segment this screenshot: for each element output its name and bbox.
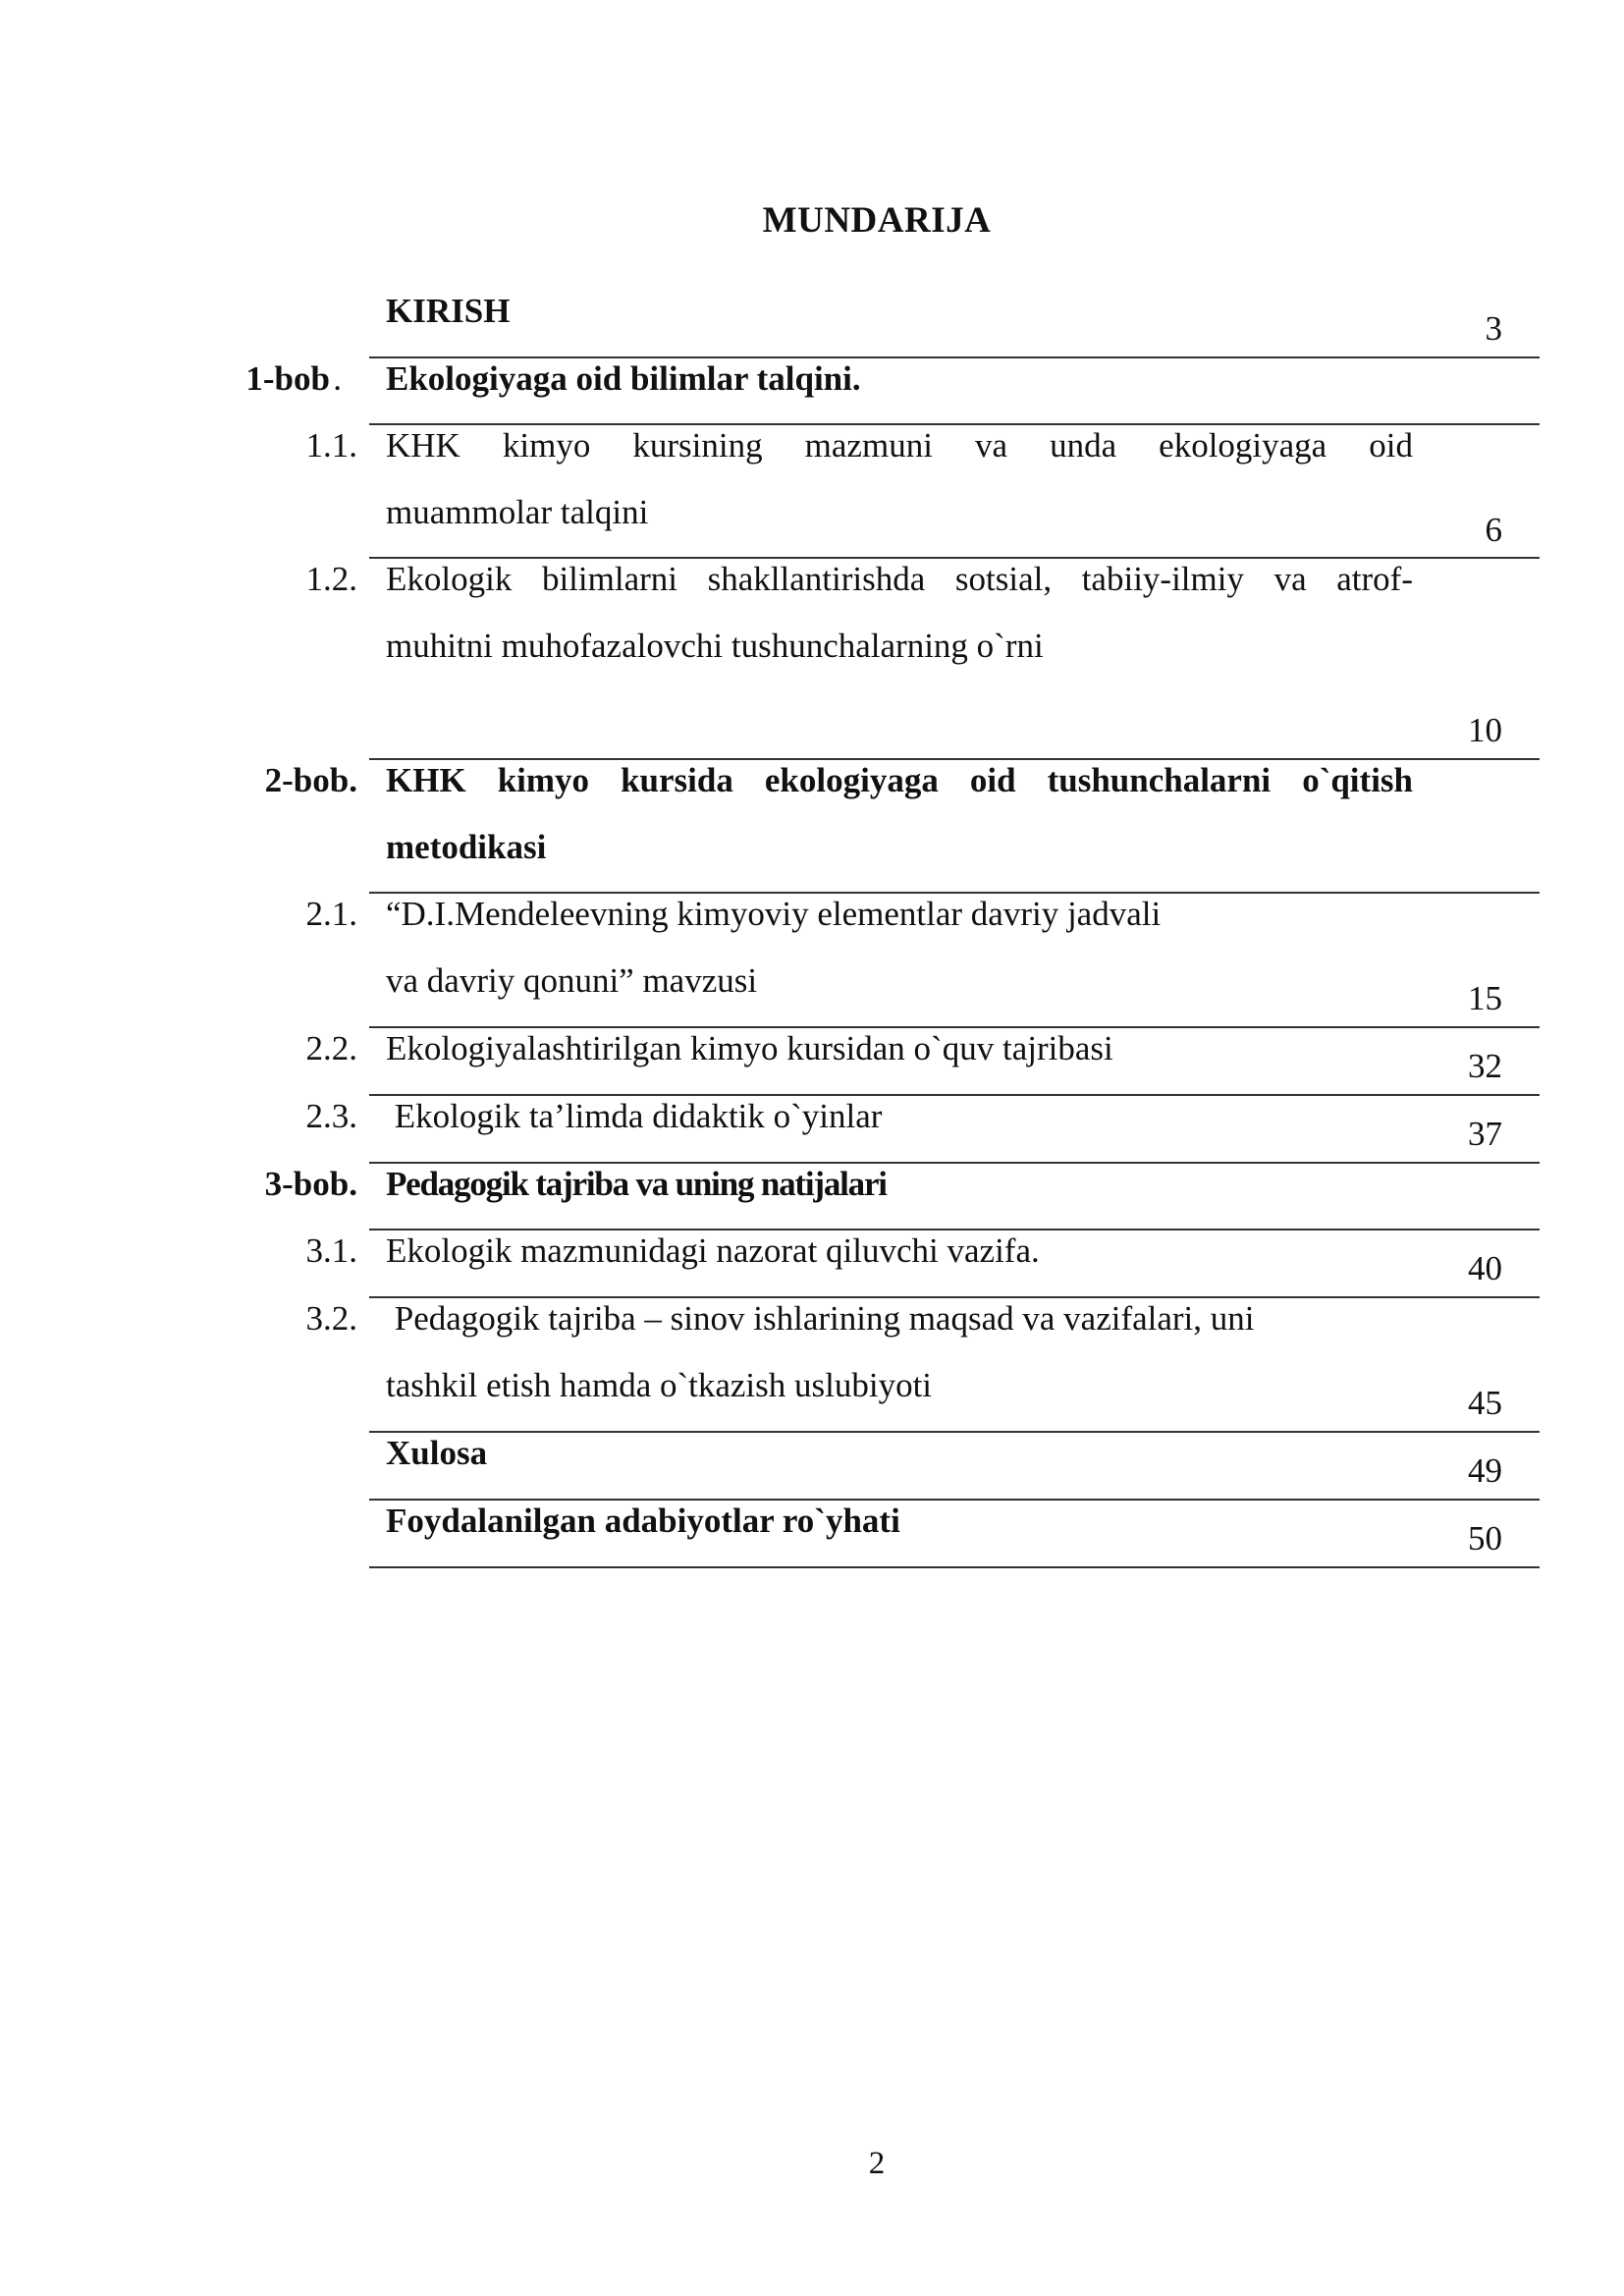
toc-bob1-text: Ekologiyaga oid bilimlar talqini.: [386, 359, 861, 398]
toc-2-1-line2: va davriy qonuni” mavzusi: [386, 961, 758, 1000]
toc-2-3-number: 2.3.: [305, 1097, 357, 1135]
toc-adabiyot-page: 50: [1468, 1519, 1502, 1558]
toc-divider: [369, 892, 1540, 894]
toc-1-2-page: 10: [1468, 711, 1502, 749]
toc-3-1-text: Ekologik mazmunidagi nazorat qiluvchi vazifa.: [386, 1231, 1040, 1270]
toc-1-1-page: 6: [1485, 511, 1502, 549]
toc-3-2-page: 45: [1468, 1384, 1502, 1422]
toc-bob3-text: Pedagogik tajriba va uning natijalari: [386, 1165, 887, 1203]
toc-bob2-line1: KHK kimyo kursida ekologiyaga oid tushunchalarni o`qitish: [386, 761, 1413, 799]
toc-kirish-text: KIRISH: [386, 292, 511, 330]
toc-2-2-page: 32: [1468, 1047, 1502, 1085]
toc-1-1-line2: muammolar talqini: [386, 493, 649, 531]
toc-2-3-text: Ekologik ta’limda didaktik o`yinlar: [386, 1097, 883, 1135]
toc-3-2-line1: Pedagogik tajriba – sinov ishlarining maqsad va vazifalari, uni: [386, 1299, 1255, 1338]
toc-2-1-number: 2.1.: [305, 895, 357, 933]
toc-divider: [369, 356, 1540, 358]
toc-adabiyot-text: Foydalanilgan adabiyotlar ro`yhati: [386, 1502, 900, 1540]
toc-1-1-number: 1.1.: [305, 426, 357, 465]
toc-divider: [369, 1296, 1540, 1298]
toc-divider: [369, 758, 1540, 760]
toc-1-2-line1: Ekologik bilimlarni shakllantirishda sotsial, tabiiy-ilmiy va atrof-: [386, 560, 1413, 598]
toc-1-2-number: 1.2.: [305, 560, 357, 598]
toc-3-1-number: 3.1.: [305, 1231, 357, 1270]
toc-3-2-number: 3.2.: [305, 1299, 357, 1338]
toc-bob1-number: 1-bob: [245, 359, 330, 398]
toc-2-3-page: 37: [1468, 1115, 1502, 1153]
toc-kirish-page: 3: [1485, 309, 1502, 348]
toc-divider: [369, 1431, 1540, 1433]
toc-xulosa-page: 49: [1468, 1451, 1502, 1490]
page-number: 2: [868, 2146, 886, 2181]
toc-divider: [369, 1026, 1540, 1028]
toc-1-1-line1: KHK kimyo kursining mazmuni va unda ekologiyaga oid: [386, 426, 1413, 465]
toc-2-1-page: 15: [1468, 979, 1502, 1017]
toc-3-1-page: 40: [1468, 1249, 1502, 1287]
toc-bob1-dot: .: [333, 359, 342, 398]
toc-1-2-line2: muhitni muhofazalovchi tushunchalarning o`rni: [386, 627, 1044, 665]
toc-2-2-text: Ekologiyalashtirilgan kimyo kursidan o`quv tajribasi: [386, 1029, 1113, 1067]
toc-bob3-number: 3-bob.: [264, 1165, 357, 1203]
toc-bob2-number: 2-bob.: [264, 761, 357, 799]
toc-divider: [369, 1229, 1540, 1230]
toc-divider: [369, 1566, 1540, 1568]
toc-3-2-line2: tashkil etish hamda o`tkazish uslubiyoti: [386, 1366, 933, 1404]
toc-divider: [369, 1499, 1540, 1501]
toc-xulosa-text: Xulosa: [386, 1434, 488, 1472]
toc-divider: [369, 557, 1540, 559]
toc-divider: [369, 1162, 1540, 1164]
toc-2-1-line1: “D.I.Mendeleevning kimyoviy elementlar davriy jadvali: [386, 895, 1162, 933]
toc-2-2-number: 2.2.: [305, 1029, 357, 1067]
page-title: MUNDARIJA: [762, 200, 992, 241]
toc-divider: [369, 1094, 1540, 1096]
toc-divider: [369, 423, 1540, 425]
toc-bob2-line2: metodikasi: [386, 828, 547, 866]
